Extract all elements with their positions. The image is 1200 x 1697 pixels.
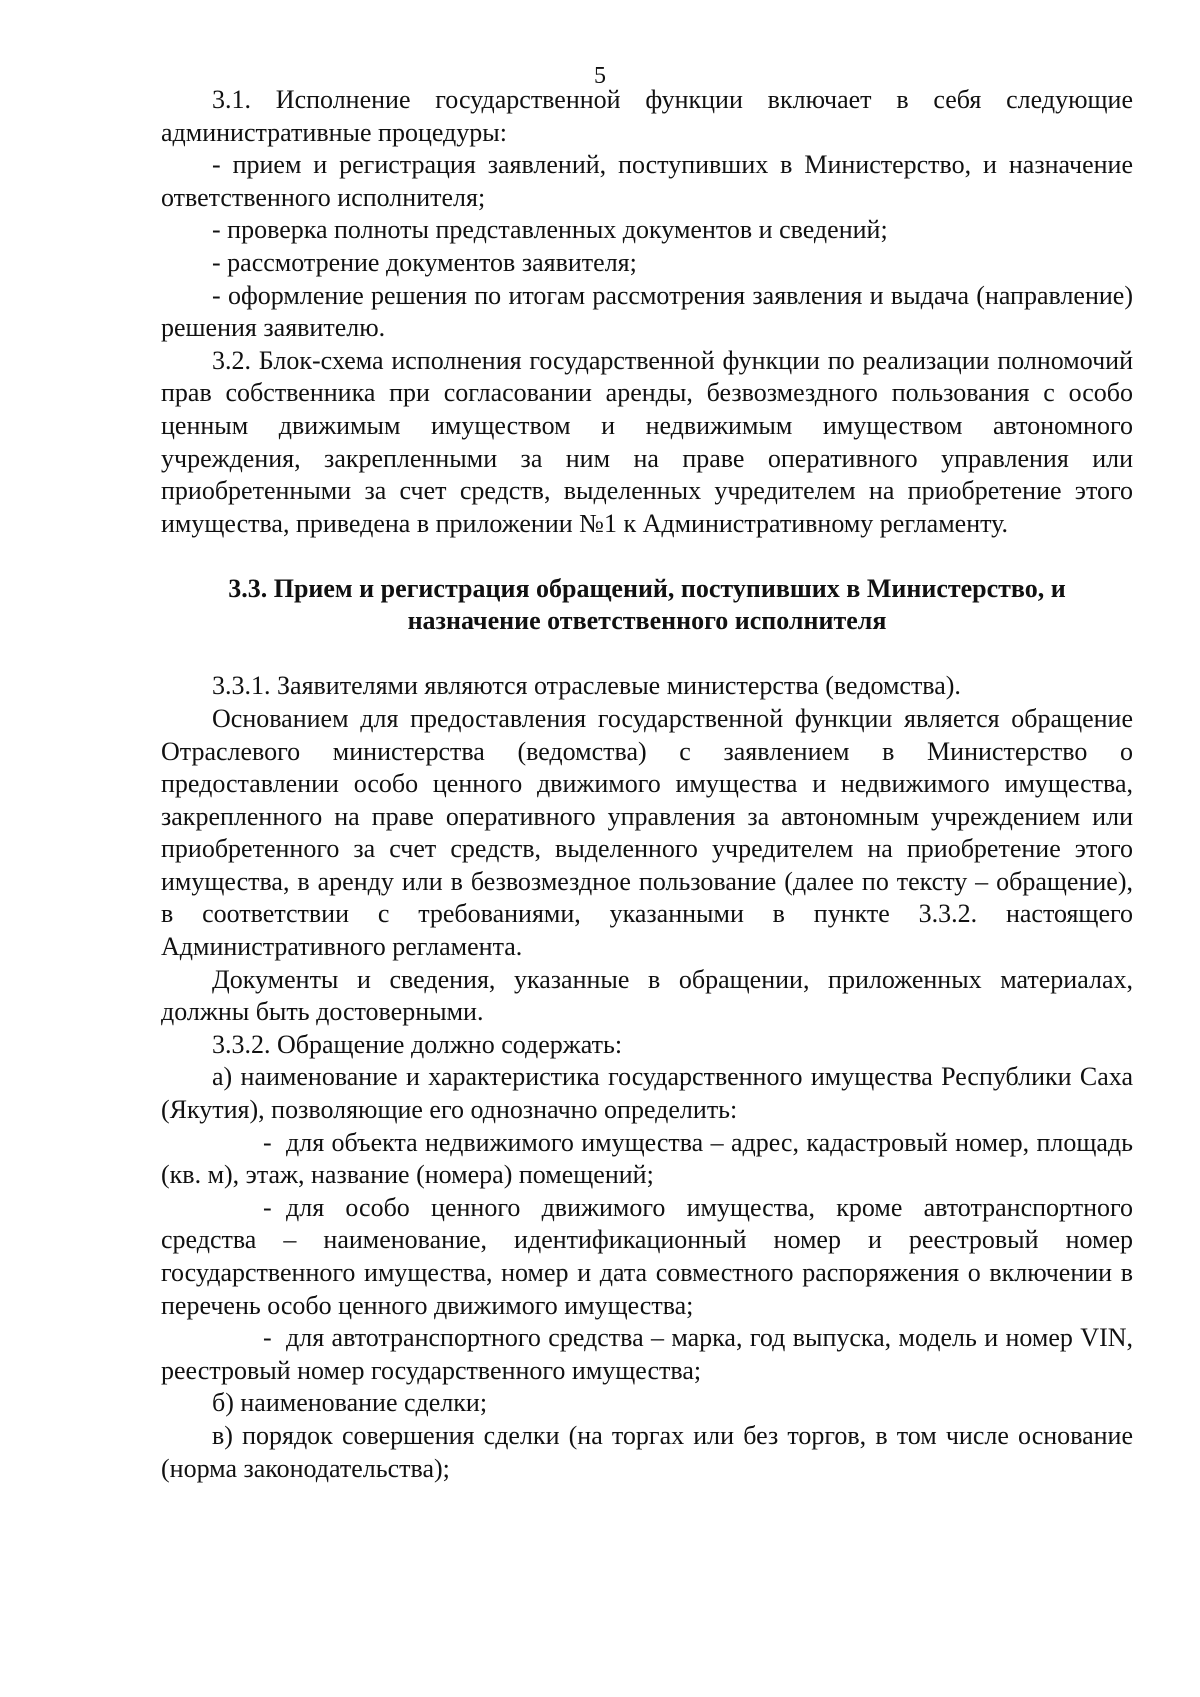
page-number: 5 <box>594 63 606 89</box>
paragraph-b: б) наименование сделки; <box>212 1388 488 1418</box>
procedure-item: - оформление решения по итогам рассмотрения заявления и выдача (направление) решения заявителю. <box>161 280 1133 343</box>
dash-item-text: для особо ценного движимого имущества, кроме автотранспортного средства – наименование, идентификационный номер и реестровый номер государственного имущества, номер и дата совместного распоряжения о включении в перечень особо ценного движимого имущества; <box>161 1192 1133 1320</box>
paragraph-3-3-2: 3.3.2. Обращение должно содержать: <box>212 1029 623 1059</box>
procedure-item: - проверка полноты представленных документов и сведений; <box>212 215 888 245</box>
section-3-3-heading <box>161 573 1133 637</box>
dash-marker: - <box>263 1323 272 1353</box>
document-body <box>161 84 1133 1485</box>
section-3-1-intro: 3.1. Исполнение государственной функции включает в себя следующие административные процедуры: <box>161 85 1133 147</box>
dash-marker: - <box>263 1127 272 1157</box>
paragraph-documents: Документы и сведения, указанные в обращении, приложенных материалах, должны быть достоверными. <box>161 964 1133 1027</box>
heading-line-2: назначение ответственного исполнителя <box>407 606 887 636</box>
procedure-item: - прием и регистрация заявлений, поступивших в Министерство, и назначение ответственного исполнителя; <box>161 150 1133 212</box>
dash-list-item <box>161 1192 1133 1322</box>
paragraph-basis: Основанием для предоставления государственной функции является обращение Отраслевого министерства (ведомства) с заявлением в Министерство о предоставлении особо ценного движимого имущества и недвижимого имущества, закрепленного на праве оперативного управления за автономным учреждением или приобретенного за счет средств, выделенного учредителем на приобретение этого имущества, в аренду или в безвозмездное пользование (далее по тексту – обращение), в соответствии с требованиями, указанными в пункте 3.3.2. настоящего Административного регламента. <box>161 703 1133 962</box>
paragraph-v: в) порядок совершения сделки (на торгах или без торгов, в том числе основание (норма законодательства); <box>161 1420 1133 1483</box>
dash-marker: - <box>263 1192 272 1222</box>
paragraph-3-3-1: 3.3.1. Заявителями являются отраслевые министерства (ведомства). <box>212 671 961 701</box>
section-3-2-text: 3.2. Блок-схема исполнения государственной функции по реализации полномочий прав собственника при согласовании аренды, безвозмездного пользования с особо ценным движимым имуществом и недвижимым имуществом автономного учреждения, закрепленными за ним на праве оперативного управления или приобретенными за счет средств, выделенных учредителем на приобретение этого имущества, приведена в приложении №1 к Административному регламенту. <box>161 345 1133 538</box>
heading-line-1: 3.3. Прием и регистрация обращений, поступивших в Министерство, и <box>228 574 1066 604</box>
dash-item-text: для автотранспортного средства – марка, год выпуска, модель и номер VIN, реестровый номер государственного имущества; <box>161 1323 1133 1385</box>
dash-list-item <box>161 1322 1133 1387</box>
dash-item-text: для объекта недвижимого имущества – адрес, кадастровый номер, площадь (кв. м), этаж, название (номера) помещений; <box>161 1127 1133 1190</box>
procedure-item: - рассмотрение документов заявителя; <box>212 247 637 277</box>
paragraph-a: а) наименование и характеристика государственного имущества Республики Саха (Якутия), позволяющие его однозначно определить: <box>161 1062 1133 1125</box>
dash-list-item <box>161 1127 1133 1192</box>
